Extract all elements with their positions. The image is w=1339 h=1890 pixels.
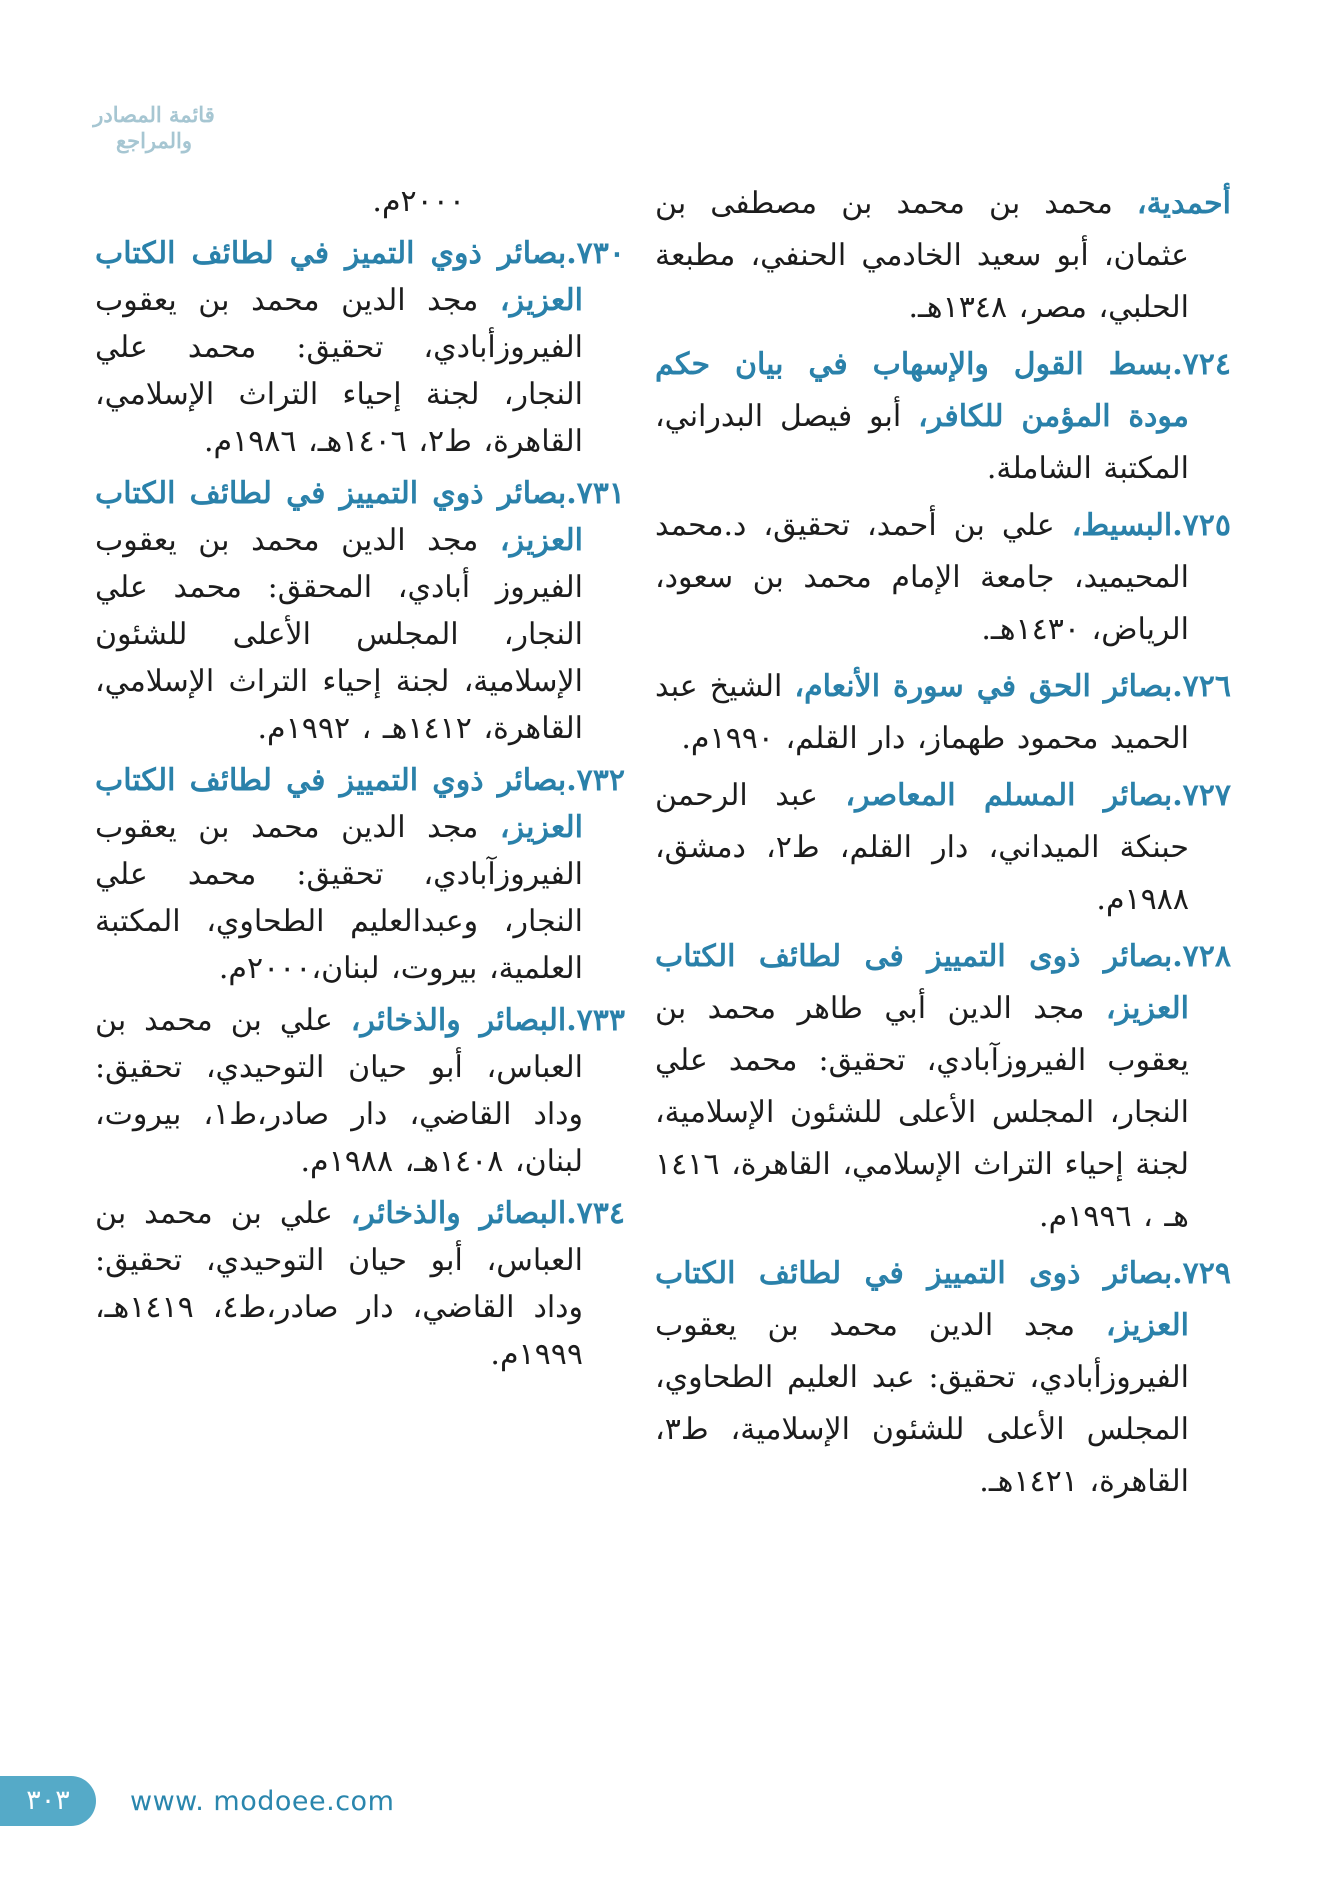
entry-title: بصائر ذوى التمييز فى لطائف الكتاب العزيز، — [655, 939, 1189, 1026]
entry-body: ٢٠٠٠م. — [372, 184, 465, 219]
entry-body: مجد الدين محمد بن يعقوب الفيروزآبادي، تحقيق: محمد علي النجار، وعبدالعليم الطحاوي، المكتبة العلمية، بيروت، لبنان،٢٠٠٠م. — [95, 810, 583, 986]
entry-body: مجد الدين محمد بن يعقوب الفيروزأبادي، تحقيق: محمد علي النجار، لجنة إحياء التراث الإسلامي، القاهرة، ط٢، ١٤٠٦هـ، ١٩٨٦م. — [95, 283, 583, 459]
entry-body: عبد الرحمن حبنكة الميداني، دار القلم، ط٢، دمشق، ١٩٨٨م. — [655, 778, 1189, 917]
entry-title: البسيط، — [1071, 508, 1173, 543]
bibliography-entry — [95, 757, 625, 992]
bibliography-entry — [95, 470, 625, 752]
entry-body: مجد الدين أبي طاهر محمد بن يعقوب الفيروزآبادي، تحقيق: محمد علي النجار، المجلس الأعلى للشئون الإسلامية، لجنة إحياء التراث الإسلامي، القاهرة، ١٤١٦ هـ ، ١٩٩٦م. — [655, 991, 1189, 1234]
entry-number: ٧٢٨. — [1172, 939, 1231, 974]
bibliography-entry — [655, 500, 1231, 656]
entry-title: بصائر المسلم المعاصر، — [845, 778, 1173, 813]
bibliography-entry — [655, 661, 1231, 765]
page-number-badge: ٣٠٣ — [0, 1776, 96, 1826]
entry-title: البصائر والذخائر، — [350, 1196, 567, 1231]
page-content — [95, 178, 1231, 1513]
bibliography-entry — [95, 997, 625, 1185]
bibliography-column-right — [655, 178, 1231, 1513]
bibliography-entry — [95, 230, 625, 465]
entry-title: بصائر ذوي التمييز في لطائف الكتاب العزيز، — [95, 763, 583, 845]
entry-number: ٧٢٥. — [1172, 508, 1232, 543]
entry-title: بصائر الحق في سورة الأنعام، — [794, 669, 1173, 704]
entry-body: مجد الدين محمد بن يعقوب الفيروز أبادي، المحقق: محمد علي النجار، المجلس الأعلى للشئون الإسلامية، لجنة إحياء التراث الإسلامي، القاهرة، ١٤١٢هـ ، ١٩٩٢م. — [95, 523, 583, 746]
entry-number: ٧٣١. — [566, 476, 625, 511]
bibliography-column-left — [95, 178, 625, 1513]
bibliography-entry — [655, 178, 1231, 334]
entry-body: علي بن محمد بن العباس، أبو حيان التوحيدي، تحقيق: وداد القاضي، دار صادر،ط١، بيروت، لبنان، ١٤٠٨هـ، ١٩٨٨م. — [95, 1003, 584, 1179]
bibliography-entry-continuation — [95, 178, 625, 225]
entry-number: ٧٣٠. — [566, 236, 625, 271]
entry-body: أبو فيصل البدراني، المكتبة الشاملة. — [655, 399, 1189, 486]
entry-body: علي بن أحمد، تحقيق، د.محمد المحيميد، جامعة الإمام محمد بن سعود، الرياض، ١٤٣٠هـ. — [655, 508, 1189, 647]
running-header: قائمة المصادر والمراجع — [93, 102, 215, 154]
entry-title: أحمدية، — [1136, 186, 1231, 221]
bibliography-entry — [655, 770, 1231, 926]
entry-body: الشيخ عبد الحميد محمود طهماز، دار القلم، ١٩٩٠م. — [655, 669, 1189, 756]
entry-title: بصائر ذوي التميز في لطائف الكتاب العزيز، — [95, 236, 583, 318]
entry-number: ٧٢٦. — [1172, 669, 1231, 704]
entry-title: بصائر ذوي التمييز في لطائف الكتاب العزيز، — [95, 476, 583, 558]
bibliography-entry — [95, 1190, 625, 1378]
bibliography-entry — [655, 339, 1231, 495]
entry-number: ٧٣٤. — [566, 1196, 626, 1231]
entry-body: مجد الدين محمد بن يعقوب الفيروزأبادي، تحقيق: عبد العليم الطحاوي، المجلس الأعلى للشئون الإسلامية، ط٣، القاهرة، ١٤٢١هـ. — [655, 1308, 1189, 1499]
website-url: www. modoee.com — [130, 1786, 395, 1817]
entry-title: بصائر ذوى التمييز في لطائف الكتاب العزيز، — [655, 1256, 1189, 1343]
entry-number: ٧٢٤. — [1172, 347, 1231, 382]
entry-body: علي بن محمد بن العباس، أبو حيان التوحيدي، تحقيق: وداد القاضي، دار صادر،ط٤، ١٤١٩هـ، ١٩٩٩م. — [95, 1196, 584, 1372]
entry-number: ٧٢٧. — [1172, 778, 1232, 813]
entry-body: محمد بن محمد بن مصطفى بن عثمان، أبو سعيد الخادمي الحنفي، مطبعة الحلبي، مصر، ١٣٤٨هـ. — [655, 186, 1189, 325]
entry-number: ٧٣٢. — [566, 763, 625, 798]
entry-title: بسط القول والإسهاب في بيان حكم مودة المؤمن للكافر، — [655, 347, 1189, 434]
entry-number: ٧٣٣. — [566, 1003, 626, 1038]
bibliography-entry — [655, 931, 1231, 1243]
entry-title: البصائر والذخائر، — [350, 1003, 567, 1038]
entry-number: ٧٢٩. — [1172, 1256, 1231, 1291]
bibliography-entry — [655, 1248, 1231, 1508]
